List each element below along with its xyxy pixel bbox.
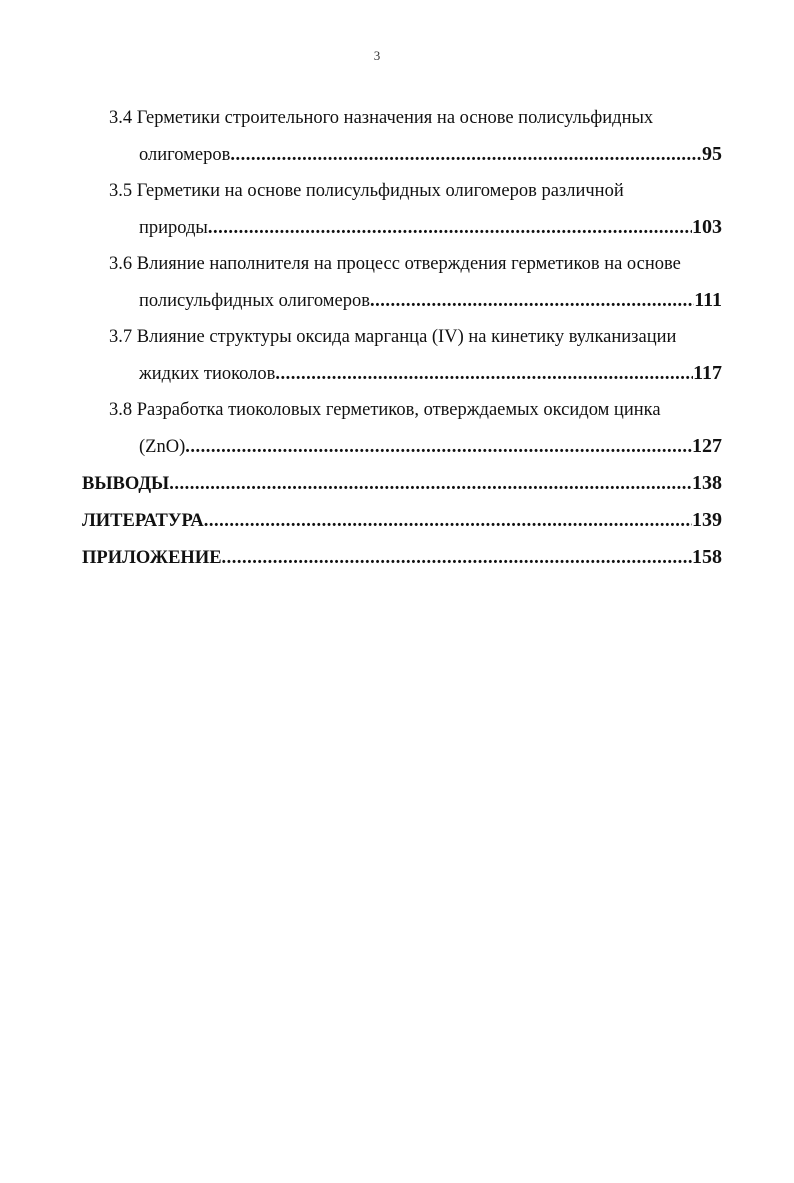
toc-entry-3-5[interactable] <box>82 173 722 246</box>
page-number: 3 <box>373 48 381 63</box>
toc-entry-3-6[interactable] <box>82 246 722 319</box>
dot-leader <box>275 356 693 392</box>
toc-page-number: 103 <box>692 216 722 238</box>
toc-entry-title-cont: (ZnO) <box>139 437 186 457</box>
dot-leader <box>208 210 692 246</box>
dot-leader <box>204 503 692 539</box>
toc-chapter-title: ЛИТЕРАТУРА <box>82 511 204 531</box>
toc-chapter-conclusions[interactable] <box>82 465 722 502</box>
toc-entry-title: 3.8 Разработка тиоколовых герметиков, отверждаемых оксидом цинка <box>109 400 661 420</box>
toc-entry-3-7[interactable] <box>82 319 722 392</box>
dot-leader <box>185 429 692 465</box>
table-of-contents <box>82 100 722 576</box>
toc-page-number: 139 <box>692 509 722 531</box>
toc-page-number: 111 <box>694 289 722 311</box>
toc-entry-title-cont: полисульфидных олигомеров <box>139 291 370 311</box>
toc-entry-3-4[interactable] <box>82 100 722 173</box>
dot-leader <box>169 466 692 502</box>
toc-entry-title-cont: жидких тиоколов <box>139 364 276 384</box>
toc-entry-title: 3.4 Герметики строительного назначения на основе полисульфидных <box>109 108 654 128</box>
toc-chapter-title: ПРИЛОЖЕНИЕ <box>82 548 222 568</box>
dot-leader <box>222 540 692 576</box>
dot-leader <box>230 137 702 173</box>
toc-chapter-appendix[interactable] <box>82 539 722 576</box>
toc-entry-title-cont: природы <box>139 218 208 238</box>
toc-page-number: 117 <box>693 362 722 384</box>
toc-entry-title: 3.6 Влияние наполнителя на процесс отверждения герметиков на основе <box>109 254 681 274</box>
toc-page-number: 138 <box>692 472 722 494</box>
toc-chapter-literature[interactable] <box>82 502 722 539</box>
toc-page-number: 158 <box>692 546 722 568</box>
toc-entry-title: 3.5 Герметики на основе полисульфидных олигомеров различной <box>109 181 624 201</box>
toc-page-number: 127 <box>692 435 722 457</box>
toc-page-number: 95 <box>702 143 722 165</box>
toc-entry-title: 3.7 Влияние структуры оксида марганца (IV) на кинетику вулканизации <box>109 327 677 347</box>
toc-entry-title-cont: олигомеров <box>139 145 231 165</box>
dot-leader <box>370 283 694 319</box>
toc-entry-3-8[interactable] <box>82 392 722 465</box>
toc-chapter-title: ВЫВОДЫ <box>82 474 170 494</box>
